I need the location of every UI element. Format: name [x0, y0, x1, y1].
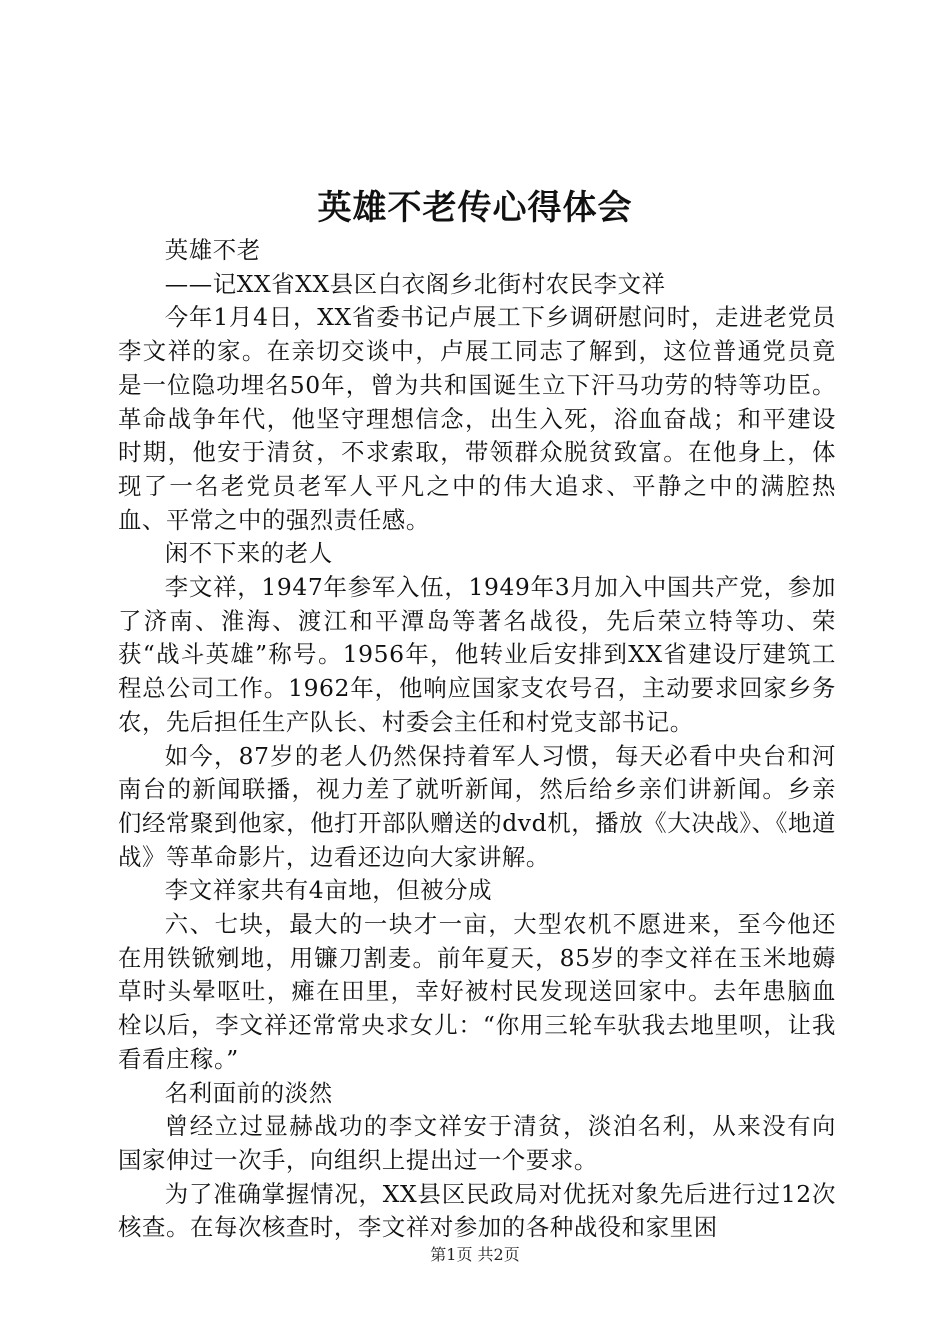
body-paragraph: 为了准确掌握情况，XX县区民政局对优抚对象先后进行过12次核查。在每次核查时，李文祥对参加的各种战役和家里困	[118, 1179, 836, 1242]
section-heading: 名利面前的淡然	[164, 1078, 333, 1107]
section-heading: 闲不下来的老人	[164, 539, 333, 568]
document-title: 英雄不老传心得体会	[317, 188, 633, 228]
document-body	[118, 234, 836, 1245]
body-paragraph: 李文祥，1947年参军入伍，1949年3月加入中国共产党，参加了济南、淮海、渡江和平潭岛等著名战役，先后荣立特等功、荣获“战斗英雄”称号。1956年，他转业后安排到XX省建设厅建筑工程总公司工作。1962年，他响应国家支农号召，主动要求回家乡务农，先后担任生产队长、村委会主任和村党支部书记。	[118, 573, 836, 736]
subtitle-byline-paragraph: ——记XX省XX县区白衣阁乡北街村农民李文祥	[164, 269, 666, 298]
body-paragraph: 如今，87岁的老人仍然保持着军人习惯，每天必看中央台和河南台的新闻联播，视力差了就听新闻，然后给乡亲们讲新闻。乡亲们经常聚到他家，他打开部队赠送的dvd机，播放《大决战》、《地道战》等革命影片，边看还边向大家讲解。	[118, 741, 836, 871]
body-paragraph: 李文祥家共有4亩地，但被分成	[164, 876, 493, 905]
body-paragraph: 曾经立过显赫战功的李文祥安于清贫，淡泊名利，从来没有向国家伸过一次手，向组织上提出过一个要求。	[118, 1112, 836, 1174]
subtitle-paragraph: 英雄不老	[164, 236, 261, 264]
page-number-footer: 第1页 共2页	[430, 1245, 520, 1264]
body-paragraph: 六、七块，最大的一块才一亩，大型农机不愿进来，至今他还在用铁锨剜地，用镰刀割麦。前年夏天，85岁的李文祥在玉米地薅草时头晕呕吐，瘫在田里，幸好被村民发现送回家中。去年患脑血栓以后，李文祥还常常央求女儿：“你用三轮车驮我去地里呗，让我看看庄稼。”	[118, 910, 836, 1073]
body-paragraph: 今年1月4日，XX省委书记卢展工下乡调研慰问时，走进老党员李文祥的家。在亲切交谈中，卢展工同志了解到，这位普通党员竟是一位隐功埋名50年，曾为共和国诞生立下汗马功劳的特等功臣。革命战争年代，他坚守理想信念，出生入死，浴血奋战；和平建设时期，他安于清贫，不求索取，带领群众脱贫致富。在他身上，体现了一名老党员老军人平凡之中的伟大追求、平静之中的满腔热血、平常之中的强烈责任感。	[118, 303, 836, 534]
